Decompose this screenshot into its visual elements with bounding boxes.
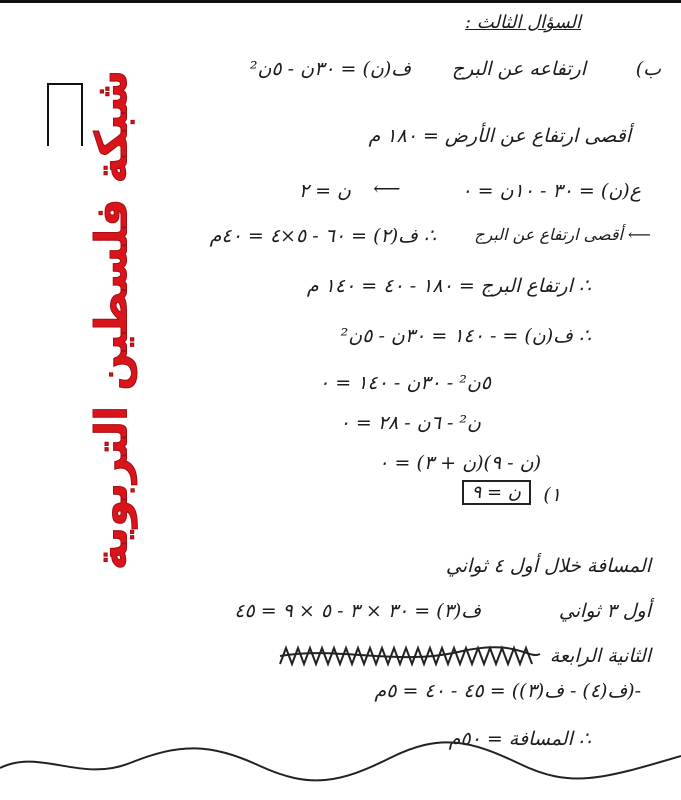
line-11: المسافة خلال أول ٤ ثواني (445, 555, 651, 577)
line-1-text: ارتفاعه عن البرج (451, 58, 586, 80)
part-label: ب) (635, 58, 661, 80)
watermark-text: شبكة فلسطين التربوية (86, 69, 138, 571)
boxed-answer: ن = ٩ (462, 480, 531, 505)
line-7: ٥ن² - ٣٠ن - ١٤٠ = ٠ (318, 372, 491, 394)
line-14: -(ف(٤) - ف(٣)) = ٤٥ - ٤٠ = ٥م (374, 680, 641, 702)
line-5: ∴ ارتفاع البرج = ١٨٠ - ٤٠ = ١٤٠ م (306, 275, 591, 297)
watermark (64, 70, 160, 570)
line-1-equation: ف(ن) = ٣٠ن - ٥ن² (249, 58, 411, 80)
question-heading: السؤال الثالث : (465, 12, 581, 33)
line-12: ف(٣) = ٣٠ × ٣ - ٥ × ٩ = ٤٥ (234, 600, 481, 622)
line-3-arrow: ⟵ (373, 178, 401, 200)
line-9: (ن - ٩)(ن + ٣) = ٠ (378, 452, 541, 474)
line-6: ∴ ف(ن) = - ١٤٠ = ٣٠ن - ٥ن² (340, 325, 591, 347)
crossed-out-scribble (278, 642, 548, 670)
wavy-bottom-line (0, 728, 681, 788)
line-3-result: ن = ٢ (298, 180, 351, 202)
line-3: ع(ن) = ٣٠ - ١٠ن = ٠ (461, 180, 641, 202)
line-13: الثانية الرابعة (549, 645, 651, 667)
line-15: ∴ المسافة = ٥٠م (448, 728, 591, 750)
line-12-note: أول ٣ ثواني (558, 600, 651, 622)
line-4-note: ⟵ أقصى ارتفاع عن البرج (474, 225, 651, 244)
line-10-label: ١) (543, 484, 561, 506)
line-2: أقصى ارتفاع عن الأرض = ١٨٠ م (368, 125, 631, 147)
line-8: ن² - ٦ن - ٢٨ = ٠ (339, 412, 481, 434)
line-4: ∴ ف(٢) = ٦٠ - ٥×٤ = ٤٠م (209, 225, 436, 247)
